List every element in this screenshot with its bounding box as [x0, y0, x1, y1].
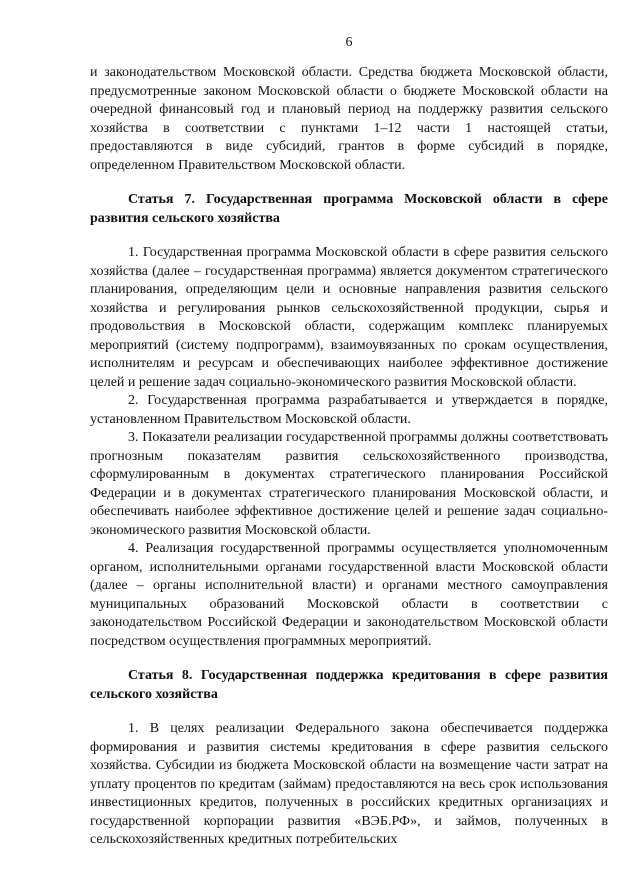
- article-7-paragraph-1: 1. Государственная программа Московской области в сфере развития сельского хозяйства (далее – государственная программа) является документом стратегического планирования, определяющим цели и основные направления развития сельского хозяйства и регулирования рынков сельскохозяйственной продукции, сырья и продовольствия в Московской области, содержащим комплекс планируемых мероприятий (систему подпрограмм), взаимоувязанных по срокам осуществления, исполнителям и ресурсам и обеспечивающих наиболее эффективное достижение целей и решение задач социально-экономического развития Московской области.: [90, 245, 608, 390]
- article-7-heading: Статья 7. Государственная программа Московской области в сфере развития сельского хозяйства: [90, 192, 608, 226]
- article-7-paragraph-3: 3. Показатели реализации государственной программы должны соответствовать прогнозным показателям развития сельскохозяйственного производства, сформулированным в документах стратегического планирования Российской Федерации и в документах стратегического планирования Московской области, и обеспечивать наиболее эффективное достижение целей и решение задач социально-экономического развития Московской области.: [90, 430, 608, 538]
- intro-paragraph: и законодательством Московской области. Средства бюджета Московской области, предусмотренные законом Московской области о бюджете Московской области на очередной финансовый год и плановый период на поддержку развития сельского хозяйства в соответствии с пунктами 1–12 части 1 настоящей статьи, предоставляются в виде субсидий, грантов в форме субсидий в порядке, определенном Правительством Московской области.: [90, 65, 608, 173]
- article-7-paragraph-4: 4. Реализация государственной программы осуществляется уполномоченным органом, исполнительными органами государственной власти Московской области (далее – органы исполнительной власти) и органами местного самоуправления муниципальных образований Московской области в соответствии с законодательством Российской Федерации и законодательством Московской области посредством осуществления программных мероприятий.: [90, 541, 608, 649]
- page-number: 6: [345, 35, 353, 50]
- article-8-paragraph-1: 1. В целях реализации Федерального закона обеспечивается поддержка формирования и развития системы кредитования в сфере развития сельского хозяйства. Субсидии из бюджета Московской области на возмещение части затрат на уплату процентов по кредитам (займам) предоставляются на весь срок использования инвестиционных кредитов, полученных в российских кредитных организациях и государственной корпорации развития «ВЭБ.РФ», и займов, полученных в сельскохозяйственных кредитных потребительских: [90, 721, 608, 847]
- article-8-heading: Статья 8. Государственная поддержка кредитования в сфере развития сельского хозяйства: [90, 668, 608, 702]
- document-page: [90, 34, 608, 850]
- article-7-paragraph-2: 2. Государственная программа разрабатывается и утверждается в порядке, установленном Правительством Московской области.: [90, 393, 608, 427]
